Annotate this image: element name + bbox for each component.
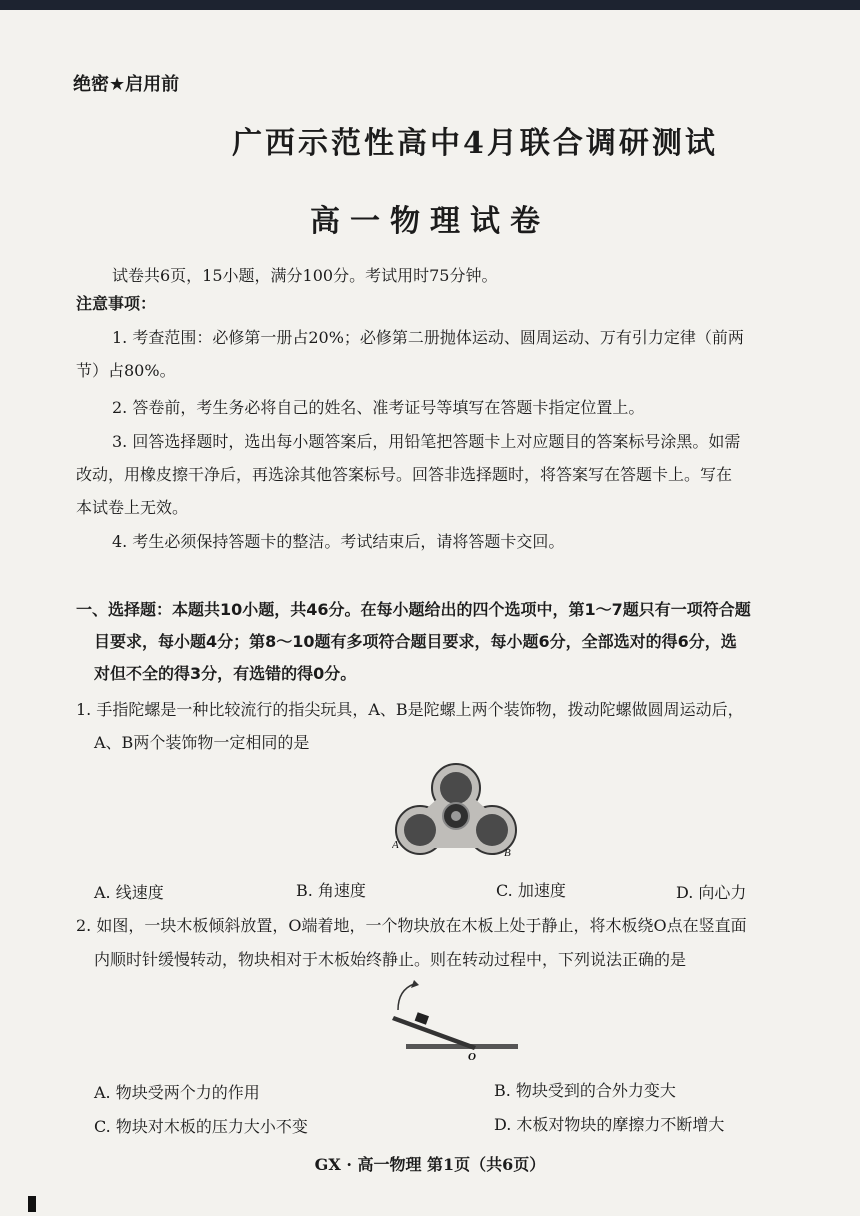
section1-line1: 一、选择题：本题共10小题，共46分。在每小题给出的四个选项中，第1～7题只有一项符合题 [76,600,751,619]
note-1a: 1. 考查范围：必修第一册占20%；必修第二册抛体运动、圆周运动、万有引力定律（前两 [112,328,744,347]
q1-option-d: D. 向心力 [676,883,747,902]
exam-subtitle: 高一物理试卷 [310,204,550,239]
fidget-spinner-figure [392,760,522,862]
note-4: 4. 考生必须保持答题卡的整洁。考试结束后，请将答题卡交回。 [112,532,565,551]
page-footer: GX · 高一物理 第1页（共6页） [314,1155,546,1174]
incline-board-figure [384,976,524,1062]
exam-title: 广西示范性高中4月联合调研测试 [232,126,718,161]
intro-text: 试卷共6页，15小题，满分100分。考试用时75分钟。 [112,266,498,285]
note-1b: 节）占80%。 [76,361,176,380]
q1-option-b: B. 角速度 [296,881,366,900]
spinner-label-a: A [392,839,399,851]
section1-line3: 对但不全的得3分，有选错的得0分。 [94,664,357,683]
note-2: 2. 答卷前，考生务必将自己的姓名、准考证号等填写在答题卡指定位置上。 [112,398,645,417]
q2-option-c: C. 物块对木板的压力大小不变 [94,1117,308,1136]
q1-option-c: C. 加速度 [496,881,566,900]
spinner-weight-top [440,772,472,804]
note-3b: 改动，用橡皮擦干净后，再选涂其他答案标号。回答非选择题时，将答案写在答题卡上。写在 [76,465,733,484]
q2-option-d: D. 木板对物块的摩擦力不断增大 [494,1115,725,1134]
note-3a: 3. 回答选择题时，选出每小题答案后，用铅笔把答题卡上对应题目的答案标号涂黑。如需 [112,432,741,451]
pivot-label-o: O [468,1051,476,1062]
q2-stem-line1: 2. 如图，一块木板倾斜放置，O端着地，一个物块放在木板上处于静止，将木板绕O点在竖直面 [76,916,747,935]
q2-option-a: A. 物块受两个力的作用 [94,1083,260,1102]
rotation-arrow [398,984,414,1010]
q1-option-a: A. 线速度 [94,883,164,902]
q1-stem-line1: 1. 手指陀螺是一种比较流行的指尖玩具，A、B是陀螺上两个装饰物，拨动陀螺做圆周运动后， [76,700,744,719]
section1-line2: 目要求，每小题4分；第8～10题有多项符合题目要求，每小题6分，全部选对的得6分，选 [94,632,737,651]
q1-stem-line2: A、B两个装饰物一定相同的是 [94,733,310,752]
notes-heading: 注意事项： [76,294,157,313]
spinner-weight-a [404,814,436,846]
scan-corner-mark [28,1196,36,1212]
block [415,1012,429,1025]
q2-stem-line2: 内顺时针缓慢转动，物块相对于木板始终静止。则在转动过程中，下列说法正确的是 [94,950,687,969]
q2-option-b: B. 物块受到的合外力变大 [494,1081,676,1100]
note-3c: 本试卷上无效。 [76,498,189,517]
spinner-weight-b [476,814,508,846]
spinner-label-b: B [504,847,511,859]
confidential-mark: 绝密★启用前 [73,74,180,95]
